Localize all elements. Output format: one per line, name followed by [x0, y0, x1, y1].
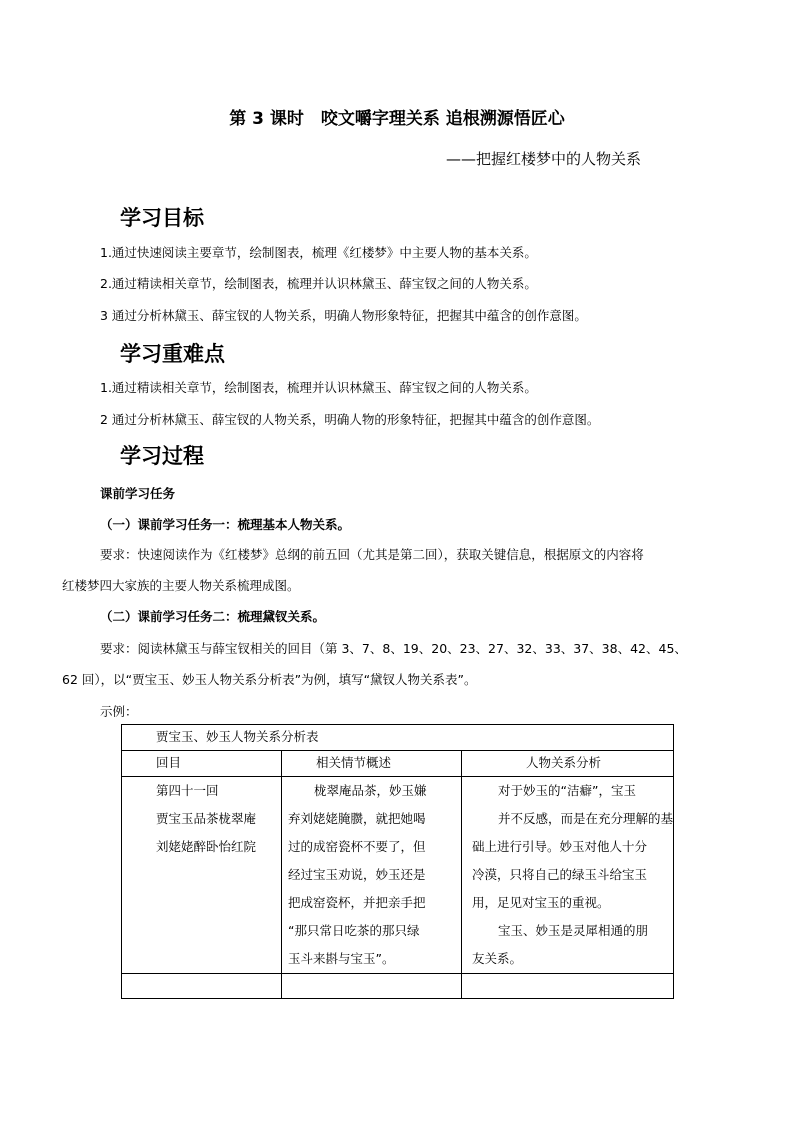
header-analysis: 人物关系分析 [462, 751, 674, 777]
plot-line: 玉斗来斟与宝玉”。 [288, 951, 395, 966]
task2-requirement: 要求：阅读林黛玉与薛宝钗相关的回目（第 3、7、8、19、20、23、27、32、33、37、38、42、45、 [100, 641, 687, 656]
plot-line: “那只常日吃茶的那只绿 [288, 923, 420, 938]
example-label: 示例： [100, 704, 138, 719]
empty-cell [282, 974, 462, 999]
cell-analysis [462, 777, 674, 974]
chapter-line: 刘姥姥醉卧怡红院 [156, 839, 257, 854]
header-chapter: 回目 [122, 751, 282, 777]
key-point-item: 2 通过分析林黛玉、薛宝钗的人物关系，明确人物的形象特征，把握其中蕴含的创作意图。 [100, 412, 600, 427]
analysis-line: 用，足见对宝玉的重视。 [472, 895, 610, 910]
plot-line: 把成窑瓷杯，并把亲手把 [288, 895, 426, 910]
chapter-line: 第四十一回 [156, 783, 219, 798]
key-points-heading: 学习重难点 [120, 342, 225, 366]
pre-task-label: 课前学习任务 [100, 486, 176, 501]
goals-heading: 学习目标 [120, 206, 204, 230]
task2-requirement-cont: 62 回），以“贾宝玉、妙玉人物关系分析表”为例，填写“黛钗人物关系表”。 [62, 672, 477, 687]
process-heading: 学习过程 [120, 444, 204, 468]
header-plot: 相关情节概述 [282, 751, 462, 777]
goal-item: 1.通过快速阅读主要章节，绘制图表，梳理《红楼梦》中主要人物的基本关系。 [100, 245, 537, 260]
lesson-subtitle: ——把握红楼梦中的人物关系 [446, 150, 642, 168]
goal-item: 2.通过精读相关章节，绘制图表，梳理并认识林黛玉、薛宝钗之间的人物关系。 [100, 276, 537, 291]
analysis-line: 友关系。 [472, 951, 523, 966]
table-caption-row [122, 725, 674, 751]
plot-line: 栊翠庵品茶，妙玉嫌 [314, 783, 427, 798]
table-caption: 贾宝玉、妙玉人物关系分析表 [122, 725, 674, 751]
plot-line: 经过宝玉劝说，妙玉还是 [288, 867, 426, 882]
table-header-row [122, 751, 674, 777]
relationship-table [121, 724, 674, 999]
analysis-line: 冷漠，只将自己的绿玉斗给宝玉 [472, 867, 648, 882]
analysis-line: 并不反感，而是在充分理解的基 [498, 811, 674, 826]
plot-line: 过的成窑瓷杯不要了，但 [288, 839, 426, 854]
analysis-line: 础上进行引导。妙玉对他人十分 [472, 839, 648, 854]
task1-requirement-cont: 红楼梦四大家族的主要人物关系梳理成图。 [62, 578, 300, 593]
cell-plot [282, 777, 462, 974]
plot-line: 弃刘姥姥腌臜，就把她喝 [288, 811, 426, 826]
task1-title: （一）课前学习任务一：梳理基本人物关系。 [100, 517, 351, 532]
goal-item: 3 通过分析林黛玉、薛宝钗的人物关系，明确人物形象特征，把握其中蕴含的创作意图。 [100, 308, 587, 323]
analysis-line: 对于妙玉的“洁癖”，宝玉 [498, 783, 636, 798]
analysis-line: 宝玉、妙玉是灵犀相通的朋 [498, 923, 649, 938]
cell-chapter [122, 777, 282, 974]
task2-title: （二）课前学习任务二：梳理黛钗关系。 [100, 609, 326, 624]
chapter-line: 贾宝玉品茶栊翠庵 [156, 811, 257, 826]
lesson-title: 第 3 课时 咬文嚼字理关系 追根溯源悟匠心 [229, 109, 565, 129]
task1-requirement: 要求：快速阅读作为《红楼梦》总纲的前五回（尤其是第二回），获取关键信息，根据原文的内容将 [100, 547, 644, 562]
empty-cell [462, 974, 674, 999]
key-point-item: 1.通过精读相关章节，绘制图表，梳理并认识林黛玉、薛宝钗之间的人物关系。 [100, 380, 537, 395]
table-row-empty [122, 974, 674, 999]
empty-cell [122, 974, 282, 999]
table-row [122, 777, 674, 974]
